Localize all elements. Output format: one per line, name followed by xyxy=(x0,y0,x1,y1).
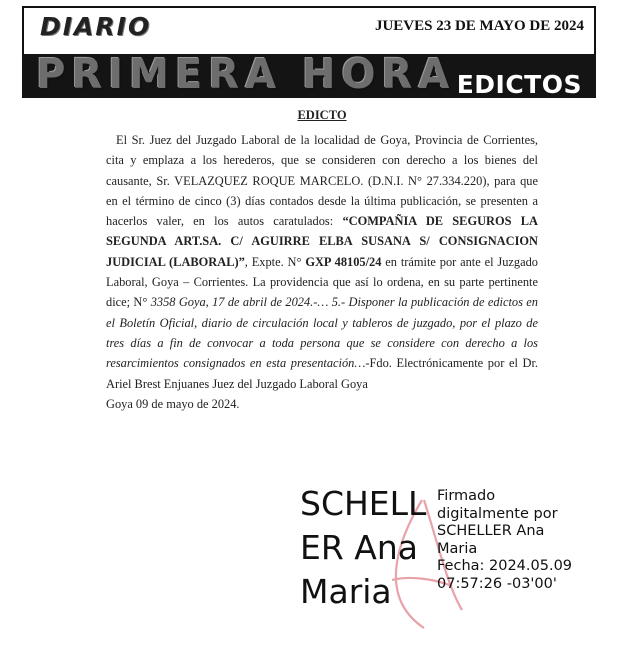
edicto-text-3: en trámite por ante el Juzgado Laboral, Goya – Corrientes. La providencia que así lo ordena, en su parte pertinente dice; N° xyxy=(106,254,538,310)
edicto-signoff: Goya 09 de mayo de 2024. xyxy=(106,396,240,411)
publication-date: JUEVES 23 DE MAYO DE 2024 xyxy=(374,18,584,34)
signature-detail-line: Maria xyxy=(437,540,478,557)
signature-detail-line: digitalmente por xyxy=(437,505,558,522)
signer-name xyxy=(300,482,428,614)
signature-detail-line: SCHELLER Ana xyxy=(437,523,545,540)
edicto-text-4: -Fdo. Electrónicamente por el Dr. Ariel Brest Enjuanes Juez del Juzgado Laboral Goya xyxy=(106,356,538,391)
edicto-expte: GXP 48105/24 xyxy=(305,254,382,269)
signature-detail-line: Firmado xyxy=(437,488,496,504)
section-label: EDICTOS xyxy=(456,70,582,99)
edicto-body xyxy=(106,130,538,394)
signer-name-line: Maria xyxy=(300,572,392,611)
brand-small: DIARIO xyxy=(40,12,152,41)
edicto-providencia: 3358 Goya, 17 de abril de 2024.-… 5.- Disponer la publicación de edictos en el Boletín Oficial, diario de circulación local y tableros de juzgado, por el plazo de tres días a fin de convocar a toda persona que se considere con derecho a los resarcimientos consignados en esta presentación… xyxy=(106,295,538,371)
signer-name-line: ER Ana xyxy=(300,528,418,567)
edicto-document xyxy=(106,108,538,414)
signature-detail-line: Fecha: 2024.05.09 xyxy=(437,558,573,575)
edicto-caratula: “COMPAÑIA DE SEGUROS LA SEGUNDA ART.SA. C/ AGUIRRE ELBA SUSANA S/ CONSIGNACION JUDICIAL (LABORAL)” xyxy=(106,214,538,269)
brand-title: PRIMERA HORA xyxy=(36,50,456,98)
signature-detail-line: 07:57:26 -03'00' xyxy=(437,575,557,592)
signer-name-line: SCHELL xyxy=(300,484,427,523)
masthead xyxy=(22,6,594,100)
signature-details xyxy=(437,488,597,594)
edicto-title: EDICTO xyxy=(297,108,347,122)
edicto-text-2: , Expte. N° xyxy=(244,254,306,269)
edicto-text-1: El Sr. Juez del Juzgado Laboral de la localidad de Goya, Provincia de Corrientes, cita y emplaza a los herederos, que se consideren con derecho a los bienes del causante, Sr. VELAZQUEZ ROQUE MARCELO. (D.N.I. N° 27.334.220), para que en el término de cinco (3) días contados desde la última publicación, se presenten a hacerlos valer, en los autos caratulados: xyxy=(106,133,538,229)
digital-signature xyxy=(300,482,600,642)
